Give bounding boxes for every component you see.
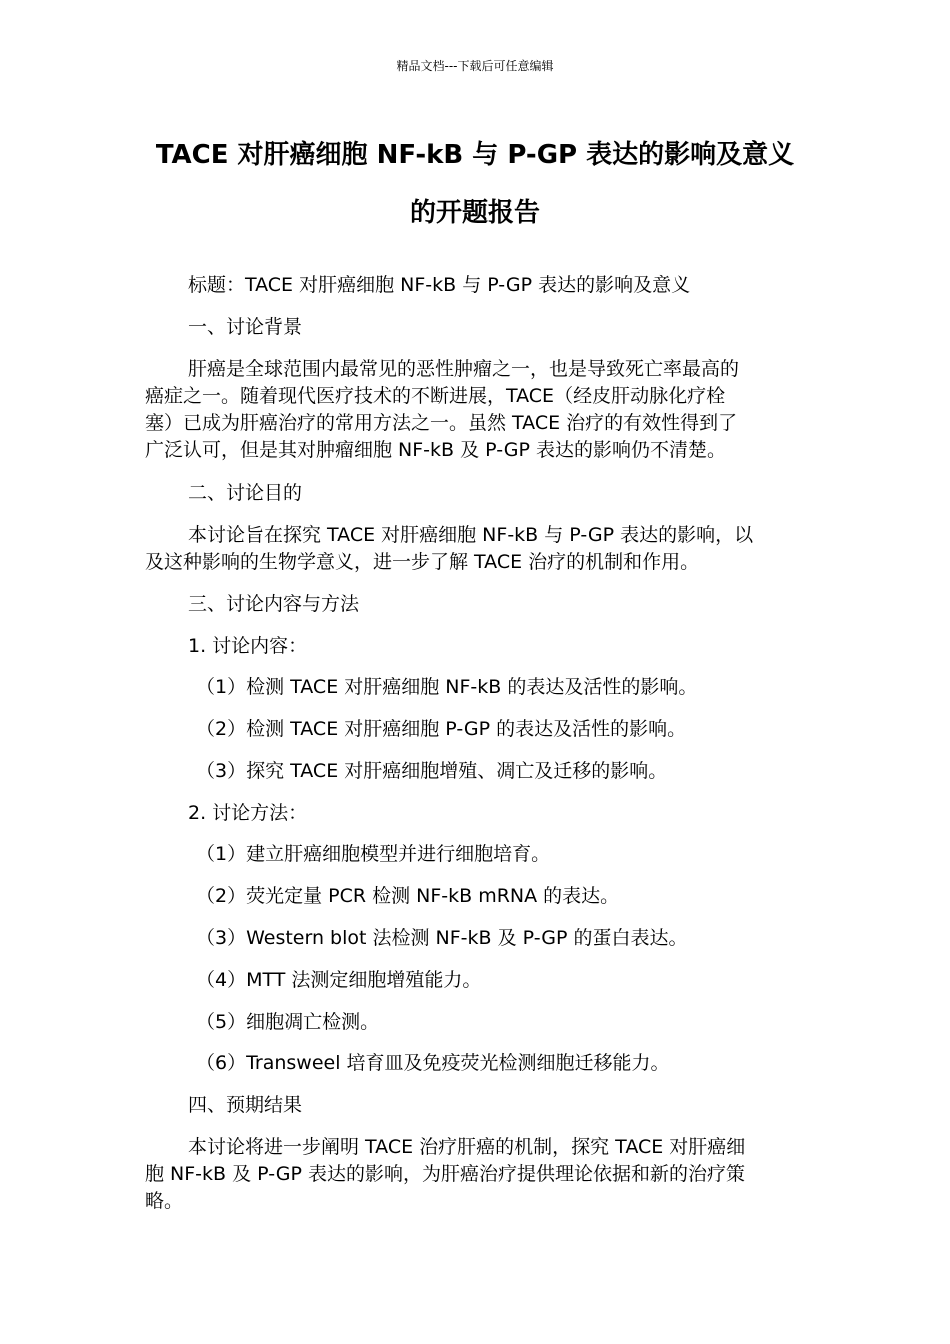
header-note: 精品文档---下载后可任意编辑 bbox=[396, 59, 554, 73]
content-list-item: （2）检测 TACE 对肝癌细胞 P-GP 的表达及活性的影响。 bbox=[196, 718, 687, 740]
methods-list-item: （6）Transweel 培育皿及免疫荧光检测细胞迁移能力。 bbox=[196, 1052, 670, 1074]
content-list-item: （1）检测 TACE 对肝癌细胞 NF-kB 的表达及活性的影响。 bbox=[196, 676, 698, 698]
document-title-line-1: TACE 对肝癌细胞 NF-kB 与 P-GP 表达的影响及意义 bbox=[155, 140, 795, 170]
methods-list-item: （4）MTT 法测定细胞增殖能力。 bbox=[196, 969, 482, 991]
methods-list-item: （1）建立肝癌细胞模型并进行细胞培育。 bbox=[196, 843, 551, 865]
section-heading-background: 一、讨论背景 bbox=[188, 316, 303, 338]
methods-subheading: 2. 讨论方法： bbox=[188, 802, 308, 824]
methods-list-item: （3）Western blot 法检测 NF-kB 及 P-GP 的蛋白表达。 bbox=[196, 927, 688, 949]
subject-line: 标题：TACE 对肝癌细胞 NF-kB 与 P-GP 表达的影响及意义 bbox=[188, 274, 691, 296]
section-heading-content-methods: 三、讨论内容与方法 bbox=[188, 593, 360, 615]
methods-list-item: （2）荧光定量 PCR 检测 NF-kB mRNA 的表达。 bbox=[196, 885, 620, 907]
purpose-paragraph-line: 本讨论旨在探究 TACE 对肝癌细胞 NF-kB 与 P-GP 表达的影响，以 bbox=[188, 524, 754, 546]
results-paragraph-line: 胞 NF-kB 及 P-GP 表达的影响，为肝癌治疗提供理论依据和新的治疗策 bbox=[145, 1163, 745, 1185]
document-title-line-2: 的开题报告 bbox=[409, 198, 540, 228]
background-paragraph-line: 肝癌是全球范围内最常见的恶性肿瘤之一，也是导致死亡率最高的 bbox=[188, 358, 740, 380]
content-subheading: 1. 讨论内容： bbox=[188, 635, 308, 657]
background-paragraph-line: 广泛认可，但是其对肿瘤细胞 NF-kB 及 P-GP 表达的影响仍不清楚。 bbox=[145, 439, 726, 461]
background-paragraph-line: 癌症之一。随着现代医疗技术的不断进展，TACE（经皮肝动脉化疗栓 bbox=[145, 385, 726, 407]
section-heading-purpose: 二、讨论目的 bbox=[188, 482, 303, 504]
section-heading-expected-results: 四、预期结果 bbox=[188, 1094, 303, 1116]
methods-list-item: （5）细胞凋亡检测。 bbox=[196, 1011, 380, 1033]
background-paragraph-line: 塞）已成为肝癌治疗的常用方法之一。虽然 TACE 治疗的有效性得到了 bbox=[145, 412, 738, 434]
purpose-paragraph-line: 及这种影响的生物学意义，进一步了解 TACE 治疗的机制和作用。 bbox=[145, 551, 700, 573]
results-paragraph-line: 本讨论将进一步阐明 TACE 治疗肝癌的机制，探究 TACE 对肝癌细 bbox=[188, 1136, 746, 1158]
results-paragraph-line: 略。 bbox=[145, 1190, 184, 1212]
content-list-item: （3）探究 TACE 对肝癌细胞增殖、凋亡及迁移的影响。 bbox=[196, 760, 668, 782]
